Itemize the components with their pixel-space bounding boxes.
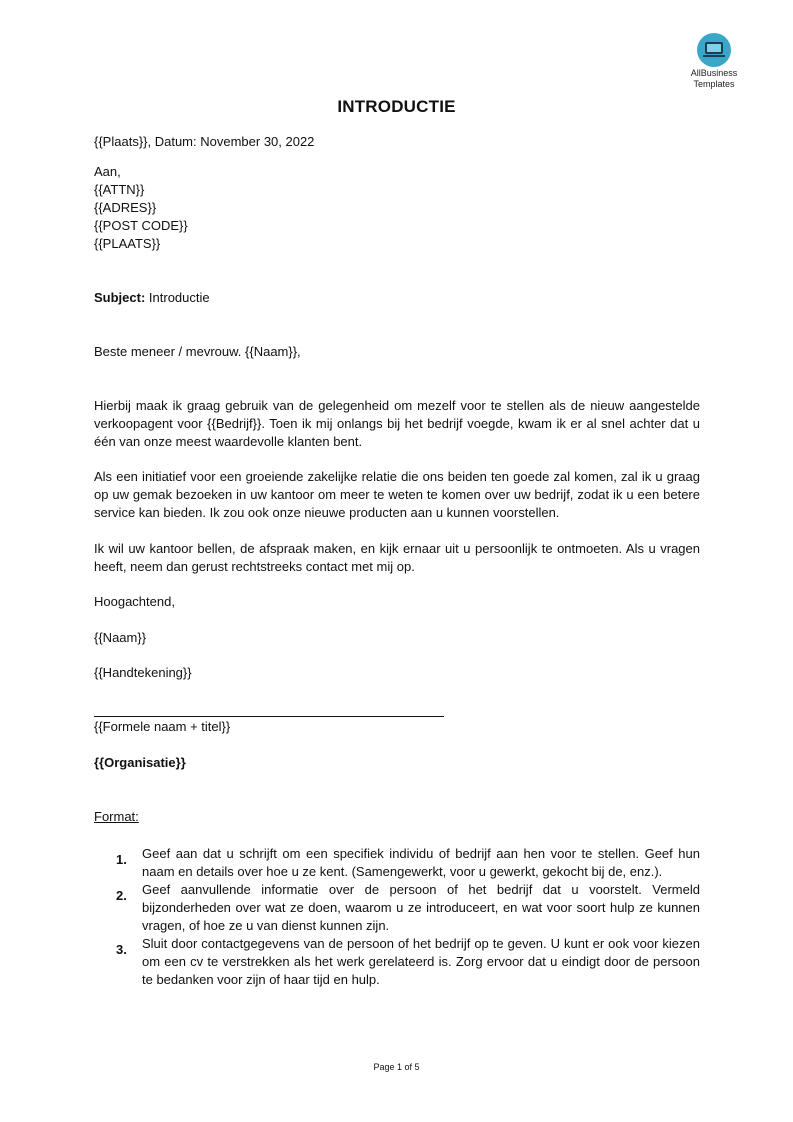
- formal-name: {{Formele naam + titel}}: [94, 719, 231, 734]
- list-item-text: Geef aan dat u schrijft om een specifiek individu of bedrijf aan hen voor te stellen. Geef hun naam en details over hoe u ze kent. (Samengewerkt, voor u gewerkt, gekocht bij de, enz.).: [142, 846, 700, 879]
- signature-line: [94, 716, 444, 717]
- list-item-text: Geef aanvullende informatie over de persoon of het bedrijf dat u voorstelt. Vermeld bijzonderheden over wat ze doen, waarom u ze introduceert, en wat voor soort hulp ze kunnen vragen, of hoe ze u van dienst kunnen zijn.: [142, 882, 700, 933]
- document-title: INTRODUCTIE: [337, 97, 456, 116]
- address-line: {{ADRES}}: [94, 200, 157, 215]
- logo-text-line1: AllBusiness: [690, 68, 738, 78]
- format-list: [94, 845, 700, 989]
- subject-label: Subject:: [94, 290, 146, 305]
- address-block: [94, 163, 700, 253]
- body-paragraph-3: Ik wil uw kantoor bellen, de afspraak maken, en kijk ernaar uit u persoonlijk te ontmoeten. Als u vragen heeft, neem dan gerust rechtstreeks contact met mij op.: [94, 541, 700, 574]
- list-number: 1.: [116, 852, 127, 867]
- subject-value: Introductie: [148, 290, 210, 305]
- list-item: [94, 881, 700, 935]
- subject-line: [94, 289, 700, 307]
- list-number: 3.: [116, 942, 127, 957]
- sender-name: {{Naam}}: [94, 630, 147, 645]
- body-paragraph-2: Als een initiatief voor een groeiende zakelijke relatie die ons beiden ten goede zal komen, zal ik u graag op uw gemak bezoeken in uw kantoor om meer te weten te komen over uw bedrijf, zodat ik u een betere service kan bieden. Ik zou ook onze nieuwe producten aan u kunnen voorstellen.: [94, 469, 700, 520]
- date-line: {{Plaats}}, Datum: November 30, 2022: [94, 134, 315, 149]
- logo-text-line2: Templates: [693, 79, 735, 89]
- address-line: {{ATTN}}: [94, 182, 145, 197]
- address-line: {{POST CODE}}: [94, 218, 188, 233]
- company-logo: [684, 33, 744, 89]
- salutation: Beste meneer / mevrouw. {{Naam}},: [94, 344, 301, 359]
- body-paragraph-1: Hierbij maak ik graag gebruik van de gelegenheid om mezelf voor te stellen als de nieuw aangestelde verkoopagent voor {{Bedrijf}}. Toen ik mij onlangs bij het bedrijf voegde, kwam ik er al snel achter dat u één van onze meest waardevolle klanten bent.: [94, 398, 700, 449]
- laptop-icon: [697, 33, 731, 67]
- address-line: {{PLAATS}}: [94, 236, 161, 251]
- organisation: {{Organisatie}}: [94, 755, 186, 770]
- list-item-text: Sluit door contactgegevens van de persoon of het bedrijf op te geven. U kunt er ook voor kiezen om een cv te verstrekken als het werk gerelateerd is. Zorg ervoor dat u eindigt door de persoon te bedanken voor zijn of haar tijd en hulp.: [142, 936, 700, 987]
- signature-placeholder: {{Handtekening}}: [94, 665, 192, 680]
- page-footer: Page 1 of 5: [373, 1062, 420, 1072]
- closing: Hoogachtend,: [94, 594, 175, 609]
- list-item: [94, 935, 700, 989]
- format-heading: Format:: [94, 809, 139, 824]
- list-number: 2.: [116, 888, 127, 903]
- address-line: Aan,: [94, 164, 121, 179]
- list-item: [94, 845, 700, 881]
